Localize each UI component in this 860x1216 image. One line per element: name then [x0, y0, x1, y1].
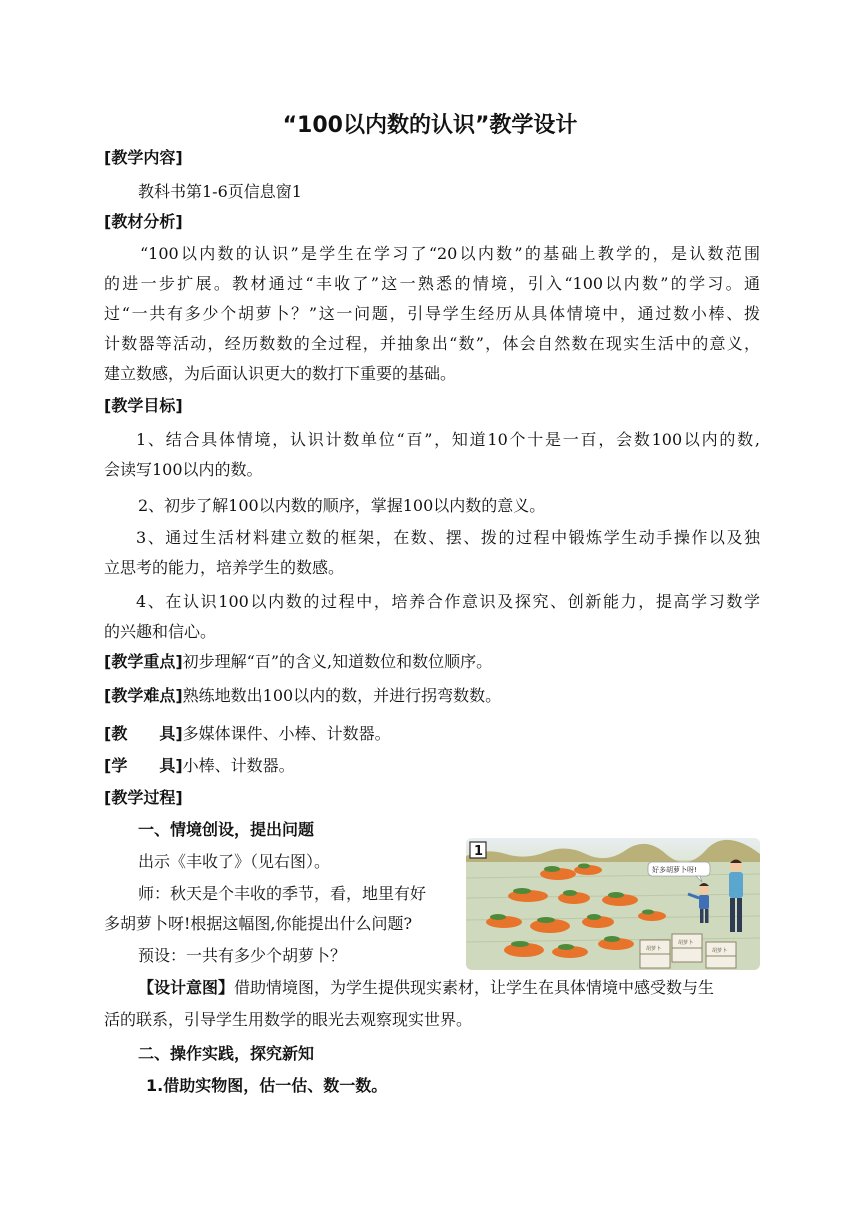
- design-intent-text-1: 借助情境图，为学生提供现实素材，让学生在具体情境中感受数与生: [234, 978, 715, 997]
- goal-2: 2、初步了解100以内数的顺序，掌握100以内数的意义。: [138, 496, 546, 515]
- difficult-point-line: [104, 686, 501, 706]
- goal-3-line-2: 立思考的能力，培养学生的数感。: [104, 558, 345, 577]
- analysis-line-5: 建立数感，为后面认识更大的数打下重要的基础。: [104, 364, 457, 383]
- heading-content: [教学内容]: [104, 148, 183, 167]
- difficult-text: 熟练地数出100以内的数，并进行拐弯数数。: [182, 686, 502, 705]
- heading-goals: [教学目标]: [104, 396, 183, 415]
- analysis-line-2: 的进一步扩展。教材通过“丰收了”这一熟悉的情境，引入“100以内数”的学习。通: [104, 274, 760, 293]
- key-text: 初步理解“百”的含义,知道数位和数位顺序。: [182, 652, 493, 671]
- learning-tools-line: [104, 756, 295, 776]
- analysis-line-4: 计数器等活动，经历数数的全过程，并抽象出“数”，体会自然数在现实生活中的意义，: [104, 334, 760, 353]
- content-text: 教科书第1-6页信息窗1: [138, 182, 302, 201]
- speech-text: 好多胡萝卜呀!: [652, 866, 697, 874]
- goal-4-line-1: 4、在认识100以内数的过程中，培养合作意识及探究、创新能力，提高学习数学: [136, 592, 760, 611]
- design-intent-label: 【设计意图】: [138, 978, 235, 997]
- teaching-tools-line: [104, 724, 391, 744]
- heading-learning-tools: [学 具]: [104, 756, 183, 775]
- learning-tools-text: 小棒、计数器。: [182, 756, 295, 775]
- section-1-heading: 一、情境创设，提出问题: [138, 820, 315, 839]
- analysis-line-1: “100以内数的认识”是学生在学习了“20以内数”的基础上教学的，是认数范围: [140, 244, 760, 263]
- harvest-illustration: [466, 838, 760, 970]
- heading-teaching-tools: [教 具]: [104, 724, 183, 743]
- section-2-heading: 二、操作实践，探究新知: [138, 1044, 315, 1063]
- process-p2-line-2: 多胡萝卜呀!根据这幅图,你能提出什么问题?: [104, 914, 413, 933]
- goal-3-line-1: 3、通过生活材料建立数的框架，在数、摆、拨的过程中锻炼学生动手操作以及独: [136, 528, 760, 547]
- process-p2-line-1: 师：秋天是个丰收的季节，看，地里有好: [138, 884, 427, 903]
- process-p1: 出示《丰收了》（见右图）。: [138, 852, 331, 871]
- heading-analysis: [教材分析]: [104, 212, 183, 231]
- goal-4-line-2: 的兴趣和信心。: [104, 622, 217, 641]
- heading-process: [教学过程]: [104, 788, 183, 807]
- badge-text: 1: [474, 844, 484, 859]
- design-intent-line-1: [138, 978, 714, 998]
- design-intent-line-2: 活的联系，引导学生用数学的眼光去观察现实世界。: [104, 1010, 473, 1029]
- process-p3: 预设：一共有多少个胡萝卜？: [138, 946, 347, 965]
- subsection-1-heading: 1.借助实物图，估一估、数一数。: [146, 1076, 388, 1095]
- goal-1-line-2: 会读写100以内的数。: [104, 460, 263, 479]
- goal-1-line-1: 1、结合具体情境，认识计数单位“百”，知道10个十是一百，会数100以内的数,: [136, 430, 760, 449]
- document-title: “100以内数的认识”教学设计: [282, 113, 578, 138]
- crate-label-2: 胡萝卜: [678, 940, 694, 946]
- heading-difficult: [教学难点]: [104, 686, 183, 705]
- teaching-tools-text: 多媒体课件、小棒、计数器。: [182, 724, 391, 743]
- analysis-line-3: 过“一共有多少个胡萝卜？”这一问题，引导学生经历从具体情境中，通过数小棒、拨: [104, 304, 760, 323]
- crate-label-3: 胡萝卜: [712, 948, 728, 954]
- key-point-line: [104, 652, 492, 672]
- badge-number: [470, 842, 486, 859]
- crate-label-1: 胡萝卜: [646, 946, 662, 952]
- heading-key: [教学重点]: [104, 652, 183, 671]
